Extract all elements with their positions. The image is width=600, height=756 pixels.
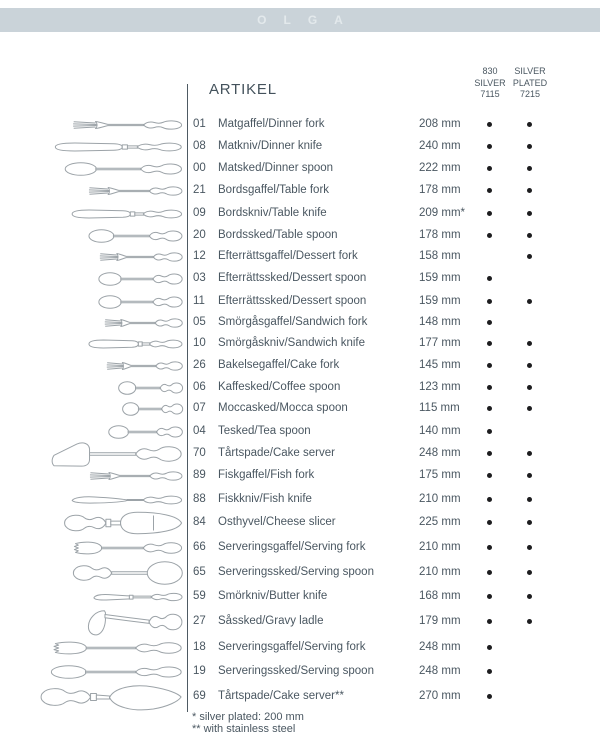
table-row bbox=[193, 425, 578, 441]
table-row bbox=[193, 295, 578, 311]
serving-fork-icon bbox=[54, 642, 181, 654]
article-name: Serveringsgaffel/Serving fork bbox=[218, 641, 366, 653]
article-number: 59 bbox=[193, 590, 206, 602]
article-size: 178 mm bbox=[419, 229, 461, 241]
article-number: 05 bbox=[193, 316, 206, 328]
silver-830-availability-dot bbox=[487, 645, 492, 650]
cake-server-right-icon bbox=[41, 686, 181, 710]
article-name: Serveringssked/Serving spoon bbox=[218, 566, 374, 578]
silver-plated-availability-dot bbox=[527, 385, 532, 390]
table-row bbox=[193, 690, 578, 706]
table-row bbox=[193, 229, 578, 245]
article-name: Tesked/Tea spoon bbox=[218, 425, 311, 437]
article-number: 04 bbox=[193, 425, 206, 437]
silver-plated-availability-dot bbox=[527, 166, 532, 171]
silver-plated-availability-dot bbox=[527, 363, 532, 368]
article-size: 210 mm bbox=[419, 493, 461, 505]
table-row bbox=[193, 402, 578, 418]
article-size: 148 mm bbox=[419, 316, 461, 328]
silver-830-availability-dot bbox=[487, 299, 492, 304]
silver-plated-availability-dot bbox=[527, 233, 532, 238]
article-number: 03 bbox=[193, 272, 206, 284]
silver-830-availability-dot bbox=[487, 520, 492, 525]
brand-title: OLGA bbox=[257, 13, 360, 27]
silver-plated-availability-dot bbox=[527, 211, 532, 216]
silver-830-availability-dot bbox=[487, 451, 492, 456]
fish-knife-icon bbox=[72, 496, 181, 504]
article-size: 210 mm bbox=[419, 541, 461, 553]
silver-830-availability-dot bbox=[487, 341, 492, 346]
table-row bbox=[193, 184, 578, 200]
article-size: 168 mm bbox=[419, 590, 461, 602]
table-row bbox=[193, 493, 578, 509]
silver-plated-availability-dot bbox=[527, 545, 532, 550]
cheese-slicer-icon bbox=[65, 512, 182, 533]
table-row bbox=[193, 381, 578, 397]
brand-bar bbox=[0, 8, 600, 32]
silver-plated-availability-dot bbox=[527, 473, 532, 478]
article-name: Matsked/Dinner spoon bbox=[218, 162, 334, 174]
column-header-line: SILVER bbox=[514, 66, 546, 76]
article-size: 115 mm bbox=[419, 402, 460, 414]
article-size: 208 mm bbox=[419, 118, 461, 130]
butter-knife-icon bbox=[94, 593, 182, 600]
article-number: 27 bbox=[193, 615, 206, 627]
article-name: Efterrättssked/Dessert spoon bbox=[218, 295, 367, 307]
table-row bbox=[193, 469, 578, 485]
silver-830-availability-dot bbox=[487, 276, 492, 281]
silver-830-availability-dot bbox=[487, 233, 492, 238]
spoon-icon bbox=[89, 230, 182, 243]
article-name: Serveringsgaffel/Serving fork bbox=[218, 541, 366, 553]
article-name: Tårtspade/Cake server** bbox=[218, 690, 344, 702]
silver-830-availability-dot bbox=[487, 594, 492, 599]
spoon-icon bbox=[99, 273, 182, 286]
article-name: Bordssked/Table spoon bbox=[218, 229, 338, 241]
footnote-stainless-steel: ** with stainless steel bbox=[192, 722, 296, 735]
silver-830-availability-dot bbox=[487, 570, 492, 575]
column-header-line: PLATED bbox=[512, 77, 548, 88]
silver-830-availability-dot bbox=[487, 669, 492, 674]
table-row bbox=[193, 447, 578, 463]
article-name: Fiskkniv/Fish knife bbox=[218, 493, 312, 505]
article-name: Bordskniv/Table knife bbox=[218, 207, 327, 219]
article-size: 123 mm bbox=[419, 381, 461, 393]
article-size: 210 mm bbox=[419, 566, 461, 578]
silver-plated-availability-dot bbox=[527, 497, 532, 502]
article-number: 09 bbox=[193, 207, 206, 219]
article-name: Osthyvel/Cheese slicer bbox=[218, 516, 336, 528]
table-row bbox=[193, 162, 578, 178]
article-size: 159 mm bbox=[419, 272, 461, 284]
column-header-line: 830 bbox=[482, 66, 498, 76]
article-size: 240 mm bbox=[419, 140, 461, 152]
fork-icon bbox=[105, 319, 183, 327]
article-number: 20 bbox=[193, 229, 206, 241]
article-name: Smörgåsgaffel/Sandwich fork bbox=[218, 316, 368, 328]
silver-830-availability-dot bbox=[487, 619, 492, 624]
article-size: 140 mm bbox=[419, 425, 461, 437]
column-header-silver-plated-7215 bbox=[504, 66, 556, 101]
article-number: 89 bbox=[193, 469, 206, 481]
fork-icon bbox=[100, 253, 182, 261]
gravy-ladle-icon bbox=[88, 611, 182, 635]
knife-icon bbox=[55, 143, 181, 151]
article-number: 12 bbox=[193, 250, 206, 262]
silver-plated-availability-dot bbox=[527, 594, 532, 599]
serving-spoon-right-icon bbox=[73, 562, 182, 585]
footnote-silver-plated: * silver plated: 200 mm bbox=[192, 711, 304, 723]
silver-plated-availability-dot bbox=[527, 341, 532, 346]
article-name: Bordsgaffel/Table fork bbox=[218, 184, 330, 196]
article-number: 21 bbox=[193, 184, 206, 196]
silver-830-availability-dot bbox=[487, 363, 492, 368]
article-number: 01 bbox=[193, 118, 206, 130]
column-header-line: SILVER bbox=[474, 77, 506, 88]
knife-icon bbox=[72, 210, 181, 218]
silver-plated-availability-dot bbox=[527, 122, 532, 127]
article-number: 11 bbox=[193, 295, 205, 307]
table-row bbox=[193, 516, 578, 532]
silver-plated-availability-dot bbox=[527, 299, 532, 304]
article-size: 270 mm bbox=[419, 690, 461, 702]
article-size: 175 mm bbox=[419, 469, 461, 481]
article-size: 177 mm bbox=[419, 337, 461, 349]
article-number: 07 bbox=[193, 402, 206, 414]
article-name: Smörkniv/Butter knife bbox=[218, 590, 328, 602]
silver-plated-availability-dot bbox=[527, 570, 532, 575]
knife-icon bbox=[89, 340, 182, 348]
spoon-icon bbox=[99, 296, 182, 309]
silver-plated-availability-dot bbox=[527, 188, 532, 193]
silver-830-availability-dot bbox=[487, 166, 492, 171]
silver-830-availability-dot bbox=[487, 188, 492, 193]
silver-830-availability-dot bbox=[487, 406, 492, 411]
divider-line bbox=[187, 84, 188, 712]
article-number: 84 bbox=[193, 516, 206, 528]
table-row bbox=[193, 250, 578, 266]
table-row bbox=[193, 615, 578, 631]
article-name: Moccasked/Mocca spoon bbox=[218, 402, 348, 414]
silver-830-availability-dot bbox=[487, 385, 492, 390]
table-row bbox=[193, 272, 578, 288]
silver-830-availability-dot bbox=[487, 694, 492, 699]
silver-830-availability-dot bbox=[487, 429, 492, 434]
article-size: 145 mm bbox=[419, 359, 461, 371]
article-size: 209 mm* bbox=[419, 207, 466, 219]
table-row bbox=[193, 590, 578, 606]
article-size: 222 mm bbox=[419, 162, 461, 174]
table-row bbox=[193, 359, 578, 375]
column-header-line: 7115 bbox=[480, 89, 500, 99]
silver-plated-availability-dot bbox=[527, 451, 532, 456]
article-number: 66 bbox=[193, 541, 206, 553]
footnotes bbox=[192, 712, 304, 735]
silver-830-availability-dot bbox=[487, 473, 492, 478]
table-row bbox=[193, 541, 578, 557]
silver-830-availability-dot bbox=[487, 211, 492, 216]
table-row bbox=[193, 316, 578, 332]
article-size: 179 mm bbox=[419, 615, 461, 627]
fork-icon bbox=[107, 362, 183, 370]
article-size: 159 mm bbox=[419, 295, 461, 307]
silver-830-availability-dot bbox=[487, 497, 492, 502]
article-name: Matkniv/Dinner knife bbox=[218, 140, 323, 152]
article-number: 06 bbox=[193, 381, 206, 393]
article-size: 178 mm bbox=[419, 184, 461, 196]
table-row bbox=[193, 207, 578, 223]
spoon-icon bbox=[123, 403, 183, 416]
article-number: 70 bbox=[193, 447, 206, 459]
article-size: 248 mm bbox=[419, 665, 461, 677]
silver-plated-availability-dot bbox=[527, 520, 532, 525]
article-number: 19 bbox=[193, 665, 206, 677]
column-header-line: 7215 bbox=[519, 89, 541, 99]
article-number: 26 bbox=[193, 359, 206, 371]
fork-icon bbox=[89, 187, 182, 195]
silver-830-availability-dot bbox=[487, 122, 492, 127]
article-name: Efterrättsgaffel/Dessert fork bbox=[218, 250, 358, 262]
spoon-icon bbox=[119, 382, 183, 395]
silver-830-availability-dot bbox=[487, 545, 492, 550]
silver-plated-availability-dot bbox=[527, 619, 532, 624]
article-size: 248 mm bbox=[419, 641, 461, 653]
silver-830-availability-dot bbox=[487, 144, 492, 149]
article-number: 18 bbox=[193, 641, 206, 653]
article-name: Tårtspade/Cake server bbox=[218, 447, 335, 459]
cake-server-icon bbox=[52, 443, 181, 466]
article-number: 65 bbox=[193, 566, 206, 578]
article-name: Bakelsegaffel/Cake fork bbox=[218, 359, 340, 371]
spoon-icon bbox=[65, 163, 181, 176]
article-number: 69 bbox=[193, 690, 206, 702]
article-name: Kaffesked/Coffee spoon bbox=[218, 381, 341, 393]
silver-plated-availability-dot bbox=[527, 144, 532, 149]
article-size: 158 mm bbox=[419, 250, 461, 262]
serving-fork-icon bbox=[74, 542, 181, 554]
spoon-icon bbox=[51, 666, 181, 679]
table-row bbox=[193, 641, 578, 657]
article-name: Efterrättssked/Dessert spoon bbox=[218, 272, 367, 284]
article-name: Smörgåskniv/Sandwich knife bbox=[218, 337, 366, 349]
article-size: 225 mm bbox=[419, 516, 461, 528]
silver-830-availability-dot bbox=[487, 320, 492, 325]
silver-plated-availability-dot bbox=[527, 406, 532, 411]
article-size: 248 mm bbox=[419, 447, 461, 459]
table-row bbox=[193, 337, 578, 353]
silver-plated-availability-dot bbox=[527, 254, 532, 259]
table-row bbox=[193, 665, 578, 681]
table-row bbox=[193, 140, 578, 156]
article-name: Såssked/Gravy ladle bbox=[218, 615, 324, 627]
spoon-icon bbox=[109, 426, 183, 439]
table-row bbox=[193, 118, 578, 134]
article-name: Fiskgaffel/Fish fork bbox=[218, 469, 315, 481]
table-row bbox=[193, 566, 578, 582]
fork-icon bbox=[73, 121, 181, 129]
table-title: ARTIKEL bbox=[209, 81, 277, 98]
article-number: 10 bbox=[193, 337, 206, 349]
article-number: 00 bbox=[193, 162, 206, 174]
article-name: Matgaffel/Dinner fork bbox=[218, 118, 325, 130]
article-number: 08 bbox=[193, 140, 206, 152]
article-number: 88 bbox=[193, 493, 206, 505]
fork-icon bbox=[90, 472, 182, 480]
article-name: Serveringssked/Serving spoon bbox=[218, 665, 374, 677]
